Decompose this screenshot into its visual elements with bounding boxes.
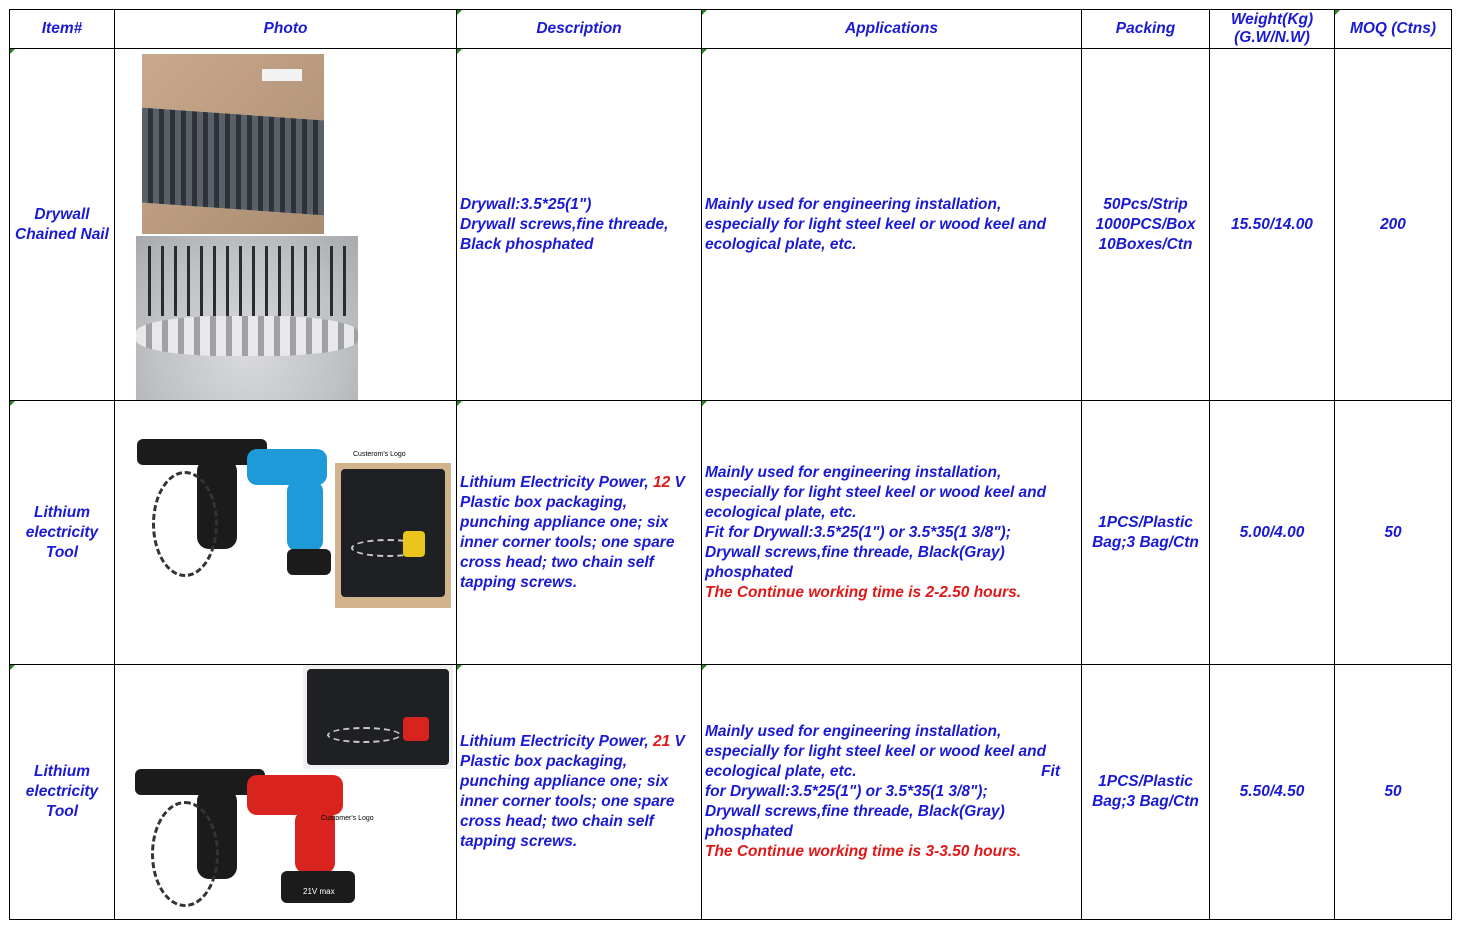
item-cell: Lithium electricity Tool	[10, 401, 115, 665]
description-cell: Drywall:3.5*25(1") Drywall screws,fine threade, Black phosphated	[457, 49, 702, 401]
packing-cell: 50Pcs/Strip 1000PCS/Box 10Boxes/Ctn	[1082, 49, 1210, 401]
description-cell: Lithium Electricity Power, 12 V Plastic box packaging, punching appliance one; six inner corner tools; one spare cross head; two chain self tapping screws.	[457, 401, 702, 665]
customer-logo-label: Custerom's Logo	[353, 451, 406, 458]
customer-logo-label: Customer's Logo	[321, 815, 374, 822]
header-row	[10, 10, 1452, 49]
weight-cell: 5.50/4.50	[1210, 665, 1335, 920]
applications-cell: Mainly used for engineering installation, especially for light steel keel or wood keel and ecological plate, etc. Fit for Drywall:3.5*25(1") or 3.5*35(1 3/8"); Drywall screws,fine threade, Black(Gray) phosphated The Continue working time is 2-2.50 hours.	[702, 401, 1082, 665]
table-row	[10, 49, 1452, 401]
drywall-strip-photo	[142, 54, 324, 234]
photo-cell	[115, 665, 457, 920]
weight-cell: 15.50/14.00	[1210, 49, 1335, 401]
description-cell: Lithium Electricity Power, 21 V Plastic box packaging, punching appliance one; six inner corner tools; one spare cross head; two chain self tapping screws.	[457, 665, 702, 920]
packing-cell: 1PCS/Plastic Bag;3 Bag/Ctn	[1082, 665, 1210, 920]
header-packing: Packing	[1082, 10, 1210, 49]
header-weight: Weight(Kg) (G.W/N.W)	[1210, 10, 1335, 49]
product-table	[9, 9, 1452, 920]
item-cell: Drywall Chained Nail	[10, 49, 115, 401]
moq-cell: 50	[1335, 665, 1452, 920]
battery-label: 21V max	[303, 887, 335, 896]
moq-cell: 200	[1335, 49, 1452, 401]
moq-cell: 50	[1335, 401, 1452, 665]
table-row	[10, 401, 1452, 665]
working-time-note: The Continue working time is 2-2.50 hours.	[705, 583, 1022, 601]
tool-case-photo	[335, 463, 451, 608]
table-row	[10, 665, 1452, 920]
header-applications: Applications	[702, 10, 1082, 49]
header-photo: Photo	[115, 10, 457, 49]
blue-screw-gun-photo	[137, 431, 337, 581]
applications-cell: Mainly used for engineering installation, especially for light steel keel or wood keel and ecological plate, etc.	[702, 49, 1082, 401]
applications-cell: Mainly used for engineering installation, especially for light steel keel or wood keel and ecological plate, etc. Fit for Drywall:3.5*25(1") or 3.5*35(1 3/8"); Drywall screws,fine threade, Black(Gray) phosphated The Continue working time is 3-3.50 hours.	[702, 665, 1082, 920]
photo-cell	[115, 49, 457, 401]
working-time-note: The Continue working time is 3-3.50 hours.	[705, 843, 1022, 860]
header-item: Item#	[10, 10, 115, 49]
header-moq: MOQ (Ctns)	[1335, 10, 1452, 49]
chained-screws-photo	[136, 236, 358, 401]
header-description: Description	[457, 10, 702, 49]
item-cell: Lithium electricity Tool	[10, 665, 115, 920]
tool-case-photo	[303, 665, 453, 769]
photo-cell	[115, 401, 457, 665]
packing-cell: 1PCS/Plastic Bag;3 Bag/Ctn	[1082, 401, 1210, 665]
weight-cell: 5.00/4.00	[1210, 401, 1335, 665]
